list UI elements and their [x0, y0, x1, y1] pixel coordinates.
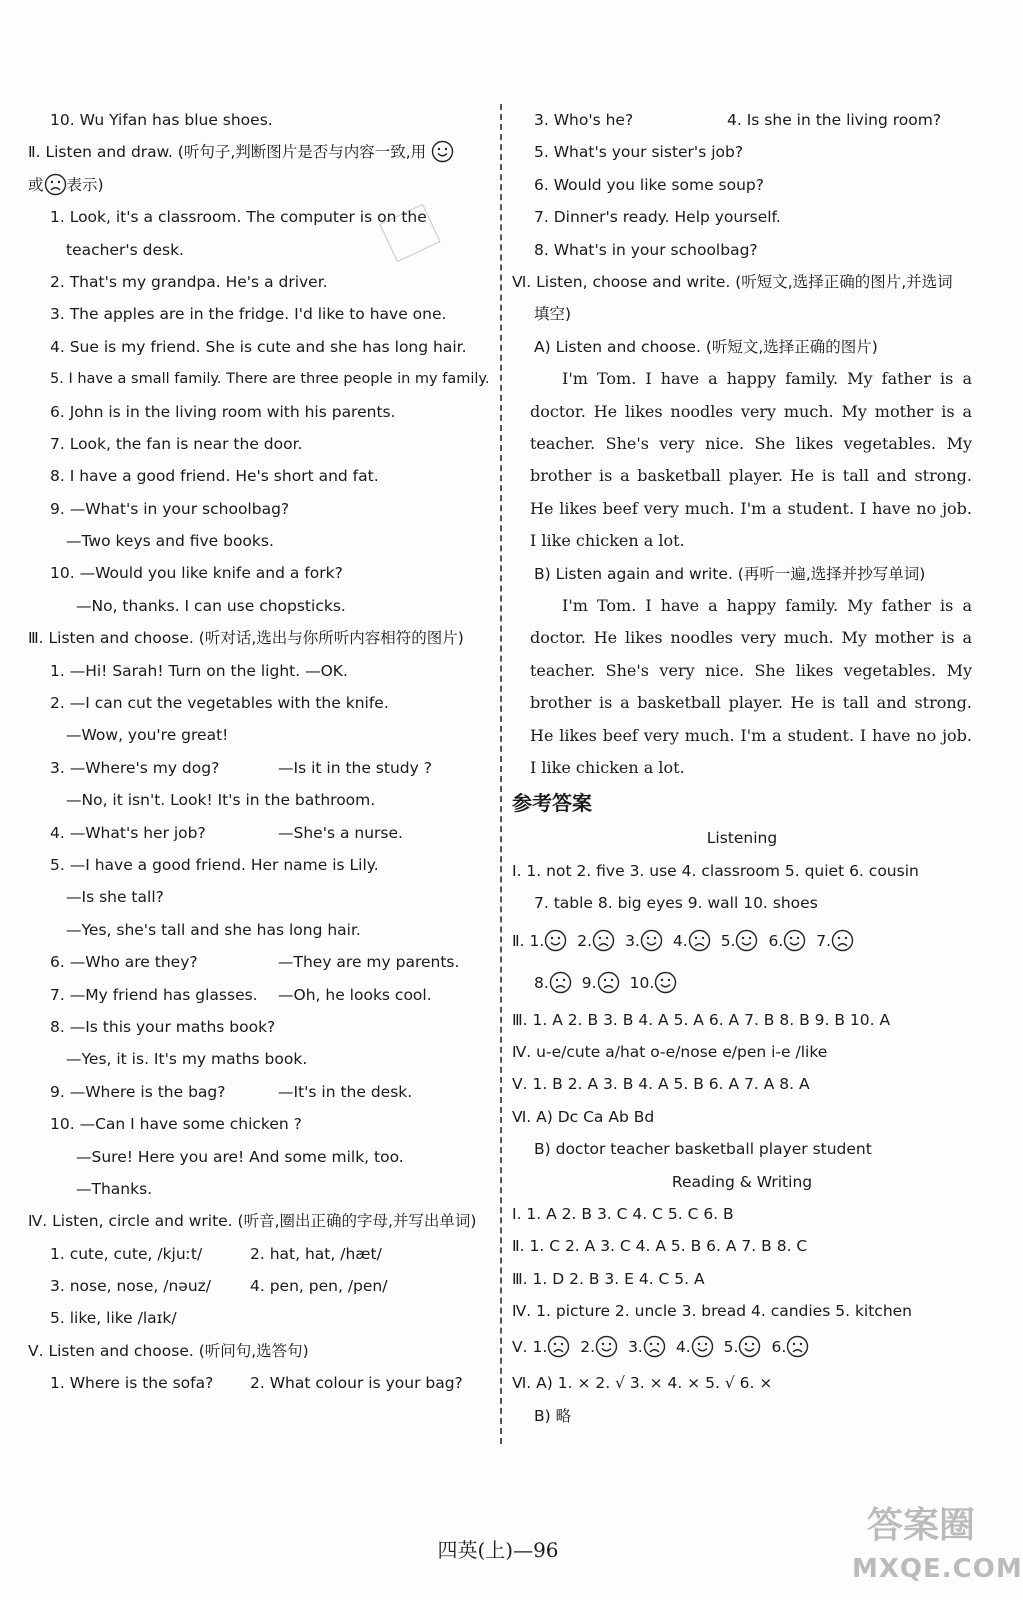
column-divider [500, 104, 502, 1444]
face-answers [532, 1338, 819, 1356]
sad-face-icon [44, 173, 67, 196]
answer-number: 4. [672, 931, 688, 950]
answer-line: Ⅵ. A) 1. × 2. √ 3. × 4. × 5. √ 6. × [512, 1374, 773, 1393]
answer-number: 1. [529, 931, 545, 950]
question-line: 3. nose, nose, /nəuz/ 4. pen, pen, /pen/ [50, 1277, 388, 1296]
left-column [28, 104, 490, 1400]
sad-face-icon [688, 929, 711, 952]
sad-face-icon [643, 1335, 666, 1358]
section-heading-5: Ⅴ. Listen and choose. (听问句,选答句) [28, 1341, 309, 1360]
dialogue-line: —Wow, you're great! [66, 726, 229, 745]
subsection-heading-b: B) Listen again and write. (再听一遍,选择并抄写单词) [534, 564, 926, 583]
question-line: 2. That's my grandpa. He's a driver. [50, 272, 328, 291]
smile-face-icon [595, 1335, 618, 1358]
face-answer-item [625, 932, 663, 950]
answer-line-faces: Ⅴ. 1. 2. 3. 4. 5. 6. [512, 1327, 972, 1367]
question-line: 9. —What's in your schoolbag? [50, 499, 290, 518]
answers-rw-heading: Reading & Writing [671, 1172, 813, 1191]
answer-line: Ⅲ. 1. A 2. B 3. B 4. A 5. A 6. A 7. B 8. B 9. B 10. A [512, 1010, 891, 1029]
answer-line-faces: Ⅱ. 1. 2. 3. 4. 5. 6. 7. [512, 920, 972, 962]
smile-face-icon [544, 929, 567, 952]
question-line: 4. Sue is my friend. She is cute and she has long hair. [50, 337, 467, 356]
passage-b: I'm Tom. I have a happy family. My father is a doctor. He likes noodles very much. My mother is a teacher. She's very nice. She likes vegetables. My brother is a basketball player. He is tall and strong. He likes beef very much. I'm a student. I have no job. I like chicken a lot. [530, 595, 972, 777]
question-line: 8. I have a good friend. He's short and fat. [50, 467, 379, 486]
answer-number: 9. [581, 973, 597, 992]
face-answer-item [816, 932, 854, 950]
sad-face-icon [547, 1335, 570, 1358]
answer-line: B) doctor teacher basketball player student [534, 1140, 872, 1159]
section-heading-2-cont: 或 表示) [28, 169, 490, 201]
dialogue-line: 3. —Where's my dog? —Is it in the study ? [50, 758, 432, 777]
answer-number: 2. [580, 1338, 596, 1357]
face-answer-item [580, 1338, 618, 1356]
answer-number: 3. [625, 931, 640, 950]
section-heading-6: Ⅵ. Listen, choose and write. (听短文,选择正确的图片,并选词 [512, 272, 953, 291]
right-column [512, 104, 972, 1432]
sad-face-icon [597, 971, 620, 994]
dialogue-line: 10. —Can I have some chicken ? [50, 1115, 302, 1134]
answers-listening-heading: Listening [706, 829, 778, 848]
smile-face-icon [738, 1335, 761, 1358]
face-answer-item [530, 932, 568, 950]
dialogue-line: —Thanks. [76, 1179, 153, 1198]
dialogue-line: —Is she tall? [66, 888, 164, 907]
question-line: —No, thanks. I can use chopsticks. [76, 596, 346, 615]
dialogue-line: —No, it isn't. Look! It's in the bathroom. [66, 791, 376, 810]
answer-line: Ⅲ. 1. D 2. B 3. E 4. C 5. A [512, 1269, 705, 1288]
subsection-heading-a: A) Listen and choose. (听短文,选择正确的图片) [534, 337, 878, 356]
question-line: 10. —Would you like knife and a fork? [50, 564, 343, 583]
question-line: 7. Dinner's ready. Help yourself. [534, 208, 781, 227]
dialogue-line: 4. —What's her job? —She's a nurse. [50, 823, 403, 842]
question-line: 5. I have a small family. There are three people in my family. [50, 371, 490, 388]
answer-number: 5. [720, 931, 736, 950]
answer-number: 7. [816, 931, 832, 950]
face-answer-item [630, 974, 678, 992]
dialogue-line: 7. —My friend has glasses. —Oh, he looks cool. [50, 985, 432, 1004]
question-line: —Two keys and five books. [66, 532, 274, 551]
section-heading-6-cont: 填空) [534, 305, 572, 324]
question-line: 6. Would you like some soup? [534, 175, 764, 194]
answers-title: 参考答案 [512, 791, 592, 816]
question-line: 1. Where is the sofa? 2. What colour is your bag? [50, 1374, 463, 1393]
dialogue-line: —Yes, it is. It's my maths book. [66, 1050, 308, 1069]
answer-number: 2. [577, 931, 593, 950]
sad-face-icon [549, 971, 572, 994]
answer-line: Ⅳ. 1. picture 2. uncle 3. bread 4. candies 5. kitchen [512, 1302, 913, 1321]
answer-number: 8. [534, 973, 549, 992]
section-heading-3: Ⅲ. Listen and choose. (听对话,选出与你所听内容相符的图片) [28, 629, 464, 648]
face-answer-item [534, 974, 572, 992]
answer-line: Ⅰ. 1. not 2. five 3. use 4. classroom 5. quiet 6. cousin [512, 861, 919, 880]
face-answers [534, 974, 687, 992]
smile-face-icon [691, 1335, 714, 1358]
sad-face-icon [831, 929, 854, 952]
answer-line: B) 略 [534, 1406, 572, 1425]
question-line: 3. Who's he? 4. Is she in the living room? [534, 111, 942, 129]
answer-number: 4. [675, 1338, 691, 1357]
section-heading-4: Ⅳ. Listen, circle and write. (听音,圈出正确的字母,并写出单词) [28, 1212, 477, 1231]
smile-face-icon [431, 140, 454, 163]
question-line: 10. Wu Yifan has blue shoes. [50, 111, 273, 129]
answer-line: Ⅳ. u-e/cute a/hat o-e/nose e/pen i-e /like [512, 1042, 828, 1061]
question-line: 1. Look, it's a classroom. The computer is on the [50, 208, 427, 227]
dialogue-line: 1. —Hi! Sarah! Turn on the light. —OK. [50, 661, 348, 680]
sad-face-icon [592, 929, 615, 952]
answer-number: 1. [532, 1338, 548, 1357]
face-answer-item [724, 1338, 762, 1356]
dialogue-line: —Yes, she's tall and she has long hair. [66, 920, 361, 939]
sad-face-icon [786, 1335, 809, 1358]
face-answer-item [628, 1338, 666, 1356]
question-line: 5. What's your sister's job? [534, 143, 744, 162]
answer-number: 3. [628, 1338, 643, 1357]
answer-line: Ⅴ. 1. B 2. A 3. B 4. A 5. B 6. A 7. A 8. A [512, 1075, 810, 1094]
answer-line-faces [512, 962, 972, 1004]
face-answer-item [771, 1338, 809, 1356]
dialogue-line: 2. —I can cut the vegetables with the knife. [50, 694, 389, 713]
face-answer-item [673, 932, 711, 950]
question-line: 1. cute, cute, /kjuːt/ 2. hat, hat, /hæt/ [50, 1244, 382, 1263]
face-answer-item [721, 932, 759, 950]
smile-face-icon [783, 929, 806, 952]
face-answer-item [577, 932, 615, 950]
face-answer-item [676, 1338, 714, 1356]
smile-face-icon [654, 971, 677, 994]
answer-line: Ⅵ. A) Dc Ca Ab Bd [512, 1107, 655, 1126]
answer-line: Ⅰ. 1. A 2. B 3. C 4. C 5. C 6. B [512, 1204, 734, 1223]
question-line: 3. The apples are in the fridge. I'd like to have one. [50, 305, 447, 324]
smile-face-icon [640, 929, 663, 952]
question-line: 6. John is in the living room with his parents. [50, 402, 396, 421]
answer-line: Ⅱ. 1. C 2. A 3. C 4. A 5. B 6. A 7. B 8. C [512, 1237, 808, 1256]
answer-number: 6. [771, 1338, 787, 1357]
face-answer-item [768, 932, 806, 950]
question-line: teacher's desk. [66, 240, 184, 259]
question-line: 7. Look, the fan is near the door. [50, 434, 303, 453]
answer-number: 5. [723, 1338, 739, 1357]
dialogue-line: 9. —Where is the bag? —It's in the desk. [50, 1082, 413, 1101]
answer-number: 6. [768, 931, 784, 950]
face-answer-item [532, 1338, 570, 1356]
watermark-logo: 答案圈 MXQE.COM [852, 1505, 1023, 1584]
section-heading-2: Ⅱ. Listen and draw. (听句子,判断图片是否与内容一致,用 [28, 136, 490, 168]
face-answer-item [582, 974, 620, 992]
answer-number: 10. [629, 973, 655, 992]
dialogue-line: 8. —Is this your maths book? [50, 1017, 276, 1036]
dialogue-line: 6. —Who are they? —They are my parents. [50, 953, 460, 972]
page-footer: 四英(上)—96 [437, 1538, 559, 1562]
question-line: 5. like, like /laɪk/ [50, 1309, 177, 1328]
face-answers [530, 932, 865, 950]
smile-face-icon [735, 929, 758, 952]
answer-line: 7. table 8. big eyes 9. wall 10. shoes [534, 894, 818, 913]
dialogue-line: —Sure! Here you are! And some milk, too. [76, 1147, 404, 1166]
passage-a: I'm Tom. I have a happy family. My father is a doctor. He likes noodles very much. My mother is a teacher. She's very nice. She likes vegetables. My brother is a basketball player. He is tall and strong. He likes beef very much. I'm a student. I have no job. I like chicken a lot. [530, 369, 972, 551]
question-line: 8. What's in your schoolbag? [534, 240, 758, 259]
dialogue-line: 5. —I have a good friend. Her name is Lily. [50, 855, 379, 874]
